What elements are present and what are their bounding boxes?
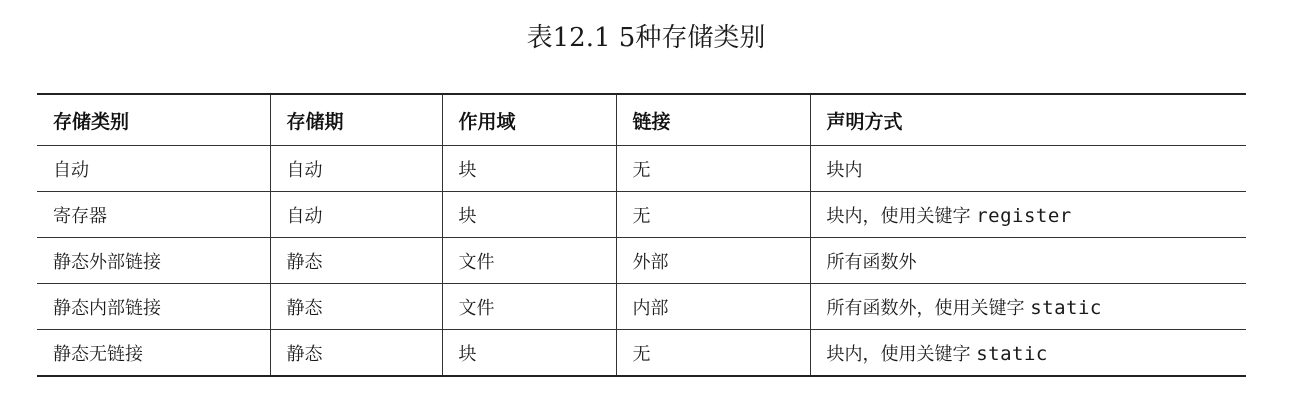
cell-scope: 块 <box>442 146 616 192</box>
header-declaration: 声明方式 <box>810 94 1246 146</box>
cell-declaration <box>810 284 1246 330</box>
cell-storage-class: 寄存器 <box>37 192 270 238</box>
cell-scope: 块 <box>442 192 616 238</box>
cell-linkage: 无 <box>616 146 810 192</box>
cell-declaration <box>810 192 1246 238</box>
cell-storage-duration: 静态 <box>270 330 442 377</box>
declaration-text: 块内 <box>826 159 863 181</box>
declaration-text: 所有函数外，使用关键字 <box>826 297 1031 319</box>
table-row <box>37 192 1246 238</box>
cell-storage-class: 静态外部链接 <box>37 238 270 284</box>
cell-storage-class: 静态无链接 <box>53 343 143 365</box>
cell-storage-class: 自动 <box>37 146 270 192</box>
header-storage-duration: 存储期 <box>270 94 442 146</box>
table-caption: 表12.1 5种存储类别 <box>526 23 766 53</box>
declaration-text: 块内，使用关键字 <box>826 343 977 365</box>
cell-scope: 文件 <box>442 284 616 330</box>
cell-scope: 块 <box>442 330 616 377</box>
header-linkage: 链接 <box>616 94 810 146</box>
cell-storage-class: 静态内部链接 <box>37 284 270 330</box>
cell-storage-duration: 自动 <box>270 146 442 192</box>
header-scope: 作用域 <box>442 94 616 146</box>
declaration-keyword: register <box>976 204 1072 227</box>
table-row <box>37 330 1246 377</box>
table-row <box>37 238 1246 284</box>
declaration-text: 所有函数外 <box>826 251 917 273</box>
cell-linkage: 无 <box>616 192 810 238</box>
cell-scope: 文件 <box>442 238 616 284</box>
cell-declaration <box>810 238 1246 284</box>
table-header-row <box>37 94 1246 146</box>
cell-storage-duration: 静态 <box>270 284 442 330</box>
cell-linkage: 无 <box>616 330 810 377</box>
declaration-keyword: static <box>976 342 1048 365</box>
cell-declaration <box>810 330 1246 377</box>
cell-declaration <box>810 146 1246 192</box>
declaration-text: 块内，使用关键字 <box>826 205 977 227</box>
header-storage-class: 存储类别 <box>37 94 270 146</box>
cell-storage-duration: 静态 <box>270 238 442 284</box>
storage-class-table <box>37 93 1246 377</box>
cell-linkage: 外部 <box>616 238 810 284</box>
cell-storage-duration: 自动 <box>270 192 442 238</box>
table-row <box>37 146 1246 192</box>
table-row <box>37 284 1246 330</box>
cell-linkage: 内部 <box>616 284 810 330</box>
declaration-keyword: static <box>1030 296 1102 319</box>
